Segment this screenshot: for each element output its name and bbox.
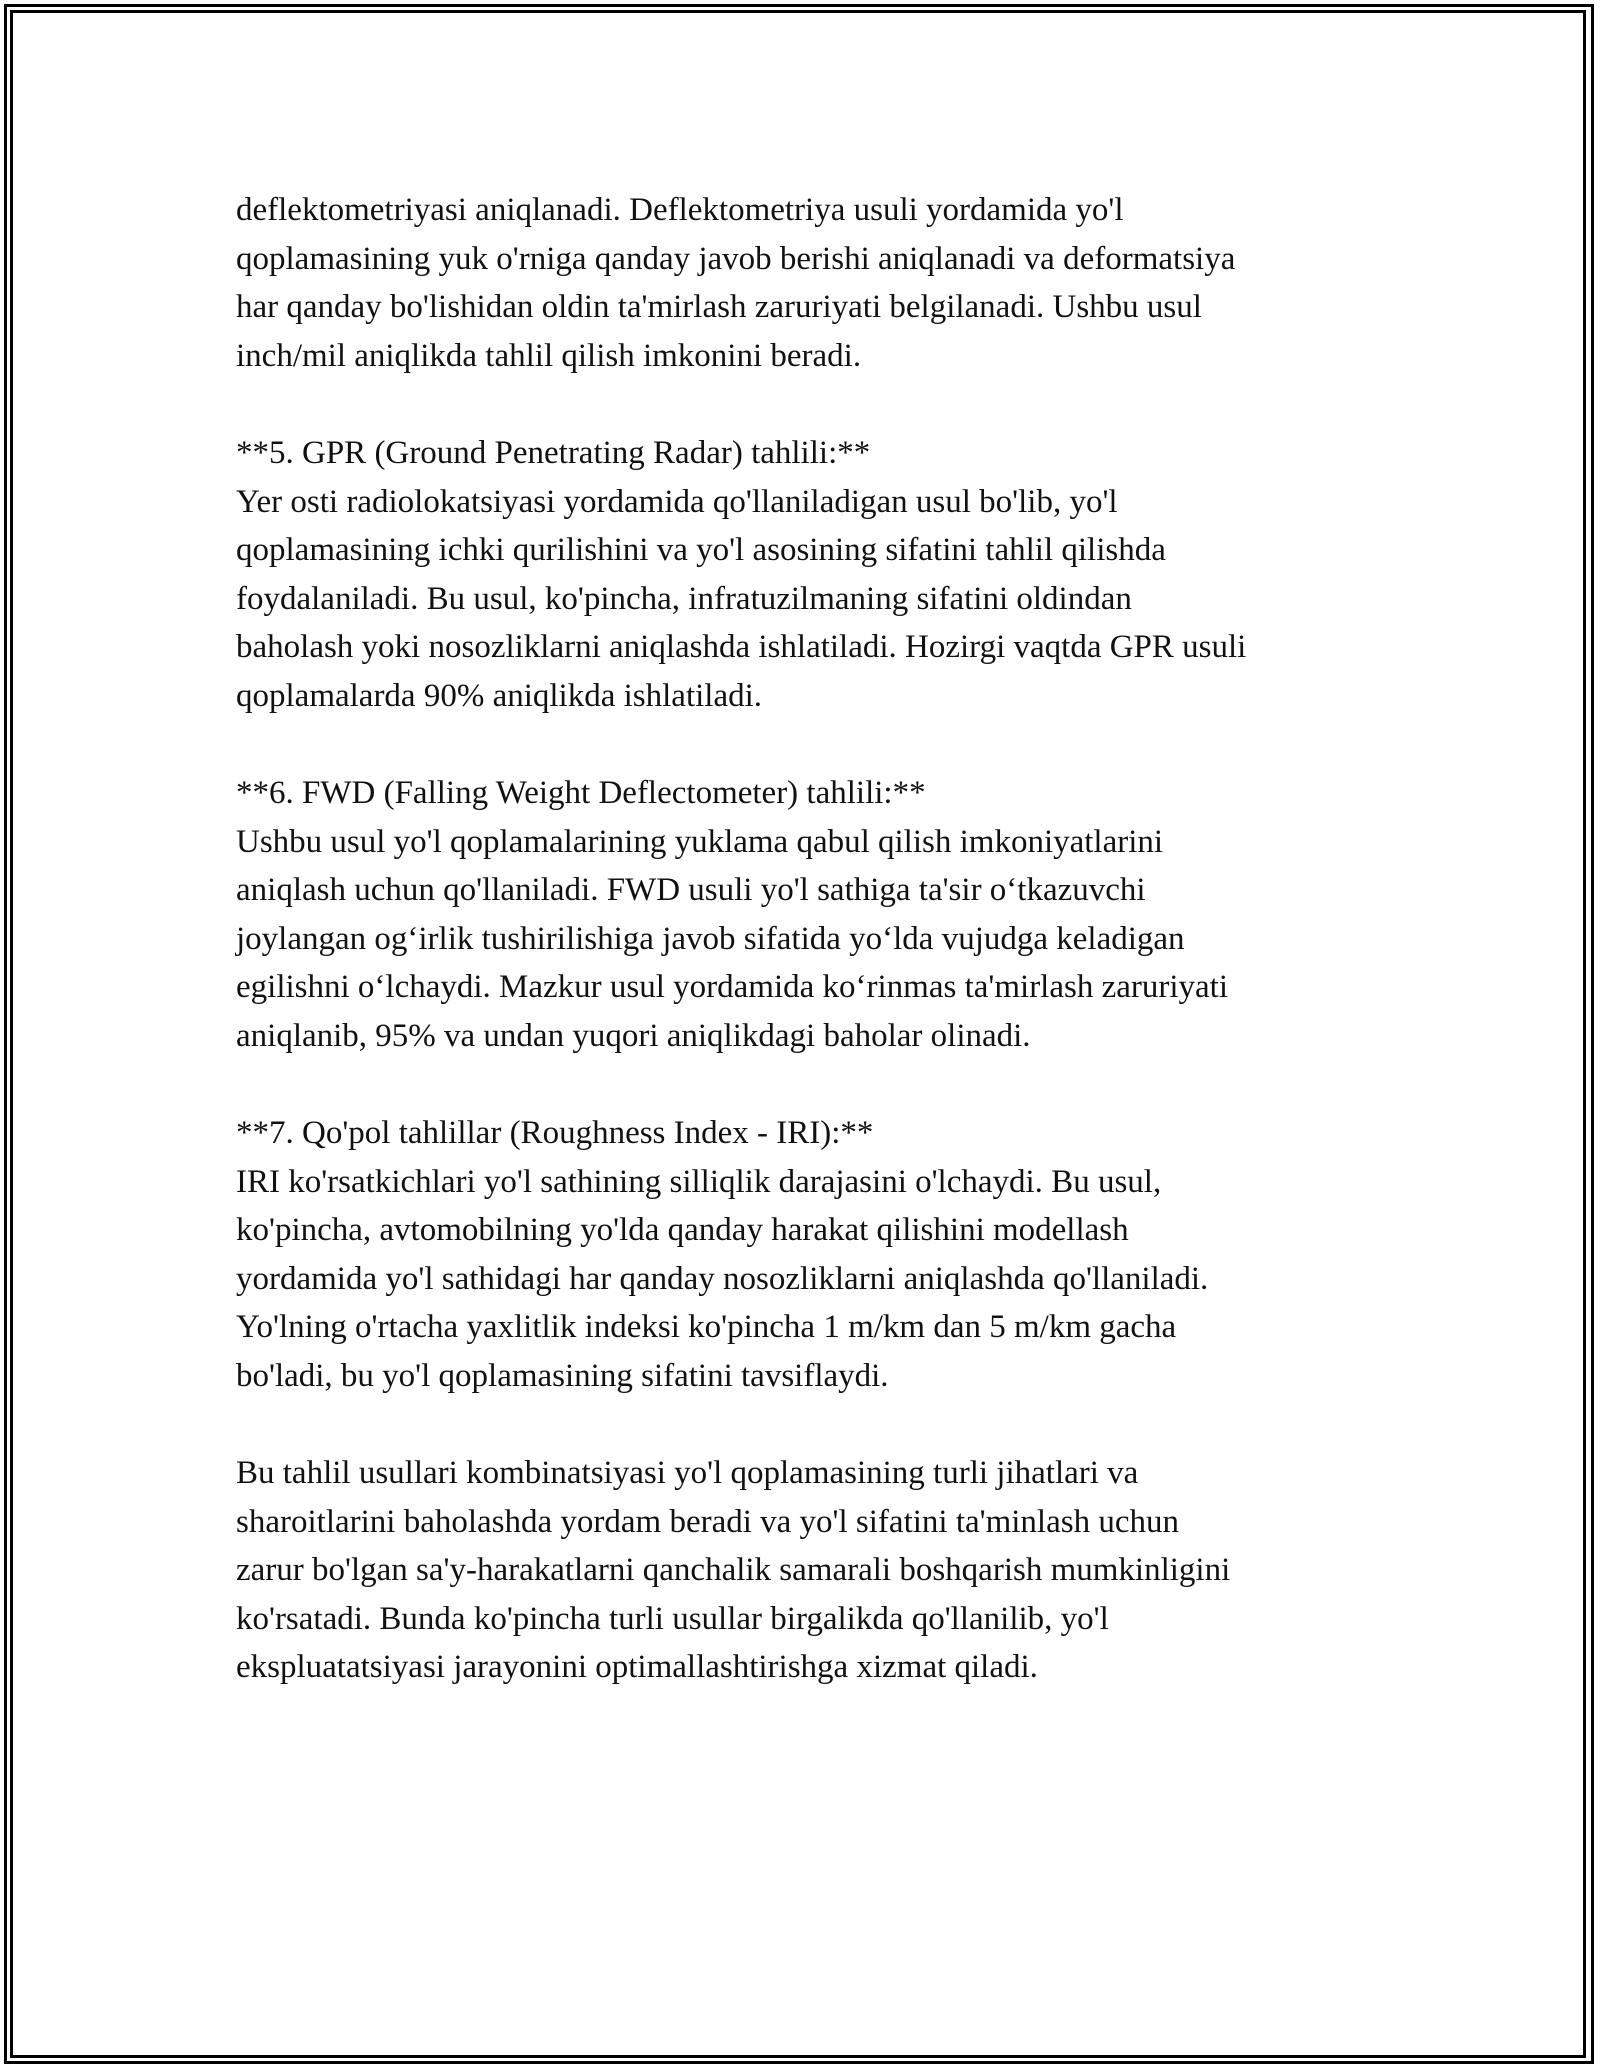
paragraph-spacer: [236, 380, 1366, 429]
section-5-heading: **5. GPR (Ground Penetrating Radar) tahlili:**: [236, 435, 871, 471]
conclusion-paragraph: Bu tahlil usullari kombinatsiyasi yo'l qoplamasining turli jihatlari va sharoitlarini baholashda yordam beradi va yo'l sifatini ta'minlash uchun zarur bo'lgan sa'y-harakatlarni qanchalik samarali boshqarish mumkinligini ko'rsatadi. Bunda ko'pincha turli usullar birgalikda qo'llanilib, yo'l ekspluatatsiyasi jarayonini optimallashtirishga xizmat qiladi.: [236, 1455, 1231, 1685]
document-body: [236, 186, 1366, 1692]
section-6-heading: **6. FWD (Falling Weight Deflectometer) tahlili:**: [236, 775, 926, 811]
paragraph-spacer: [236, 1060, 1366, 1109]
paragraph-spacer: [236, 1400, 1366, 1449]
intro-paragraph: deflektometriyasi aniqlanadi. Deflektometriya usuli yordamida yo'l qoplamasining yuk o'rniga qanday javob berishi aniqlanadi va deformatsiya har qanday bo'lishidan oldin ta'mirlash zaruriyati belgilanadi. Ushbu usul inch/mil aniqlikda tahlil qilish imkonini beradi.: [236, 192, 1236, 374]
section-5-body: Yer osti radiolokatsiyasi yordamida qo'llaniladigan usul bo'lib, yo'l qoplamasining ichki qurilishini va yo'l asosining sifatini tahlil qilishda foydalaniladi. Bu usul, ko'pincha, infratuzilmaning sifatini oldindan baholash yoki nosozliklarni aniqlashda ishlatiladi. Hozirgi vaqtda GPR usuli qoplamalarda 90% aniqlikda ishlatiladi.: [236, 483, 1247, 714]
section-7-heading: **7. Qo'pol tahlillar (Roughness Index - IRI):**: [236, 1115, 874, 1151]
paragraph-spacer: [236, 720, 1366, 769]
section-6-body: Ushbu usul yo'l qoplamalarining yuklama qabul qilish imkoniyatlarini aniqlash uchun qo'llaniladi. FWD usuli yo'l sathiga ta'sir o‘tkazuvchi joylangan og‘irlik tushirilishiga javob sifatida yo‘lda vujudga keladigan egilishni o‘lchaydi. Mazkur usul yordamida ko‘rinmas ta'mirlash zaruriyati aniqlanib, 95% va undan yuqori aniqlikdagi baholar olinadi.: [236, 823, 1229, 1054]
section-7-body: IRI ko'rsatkichlari yo'l sathining silliqlik darajasini o'lchaydi. Bu usul, ko'pincha, avtomobilning yo'lda qanday harakat qilishini modellash yordamida yo'l sathidagi har qanday nosozliklarni aniqlashda qo'llaniladi. Yo'lning o'rtacha yaxlitlik indeksi ko'pincha 1 m/km dan 5 m/km gacha bo'ladi, bu yo'l qoplamasining sifatini tavsiflaydi.: [236, 1163, 1209, 1394]
